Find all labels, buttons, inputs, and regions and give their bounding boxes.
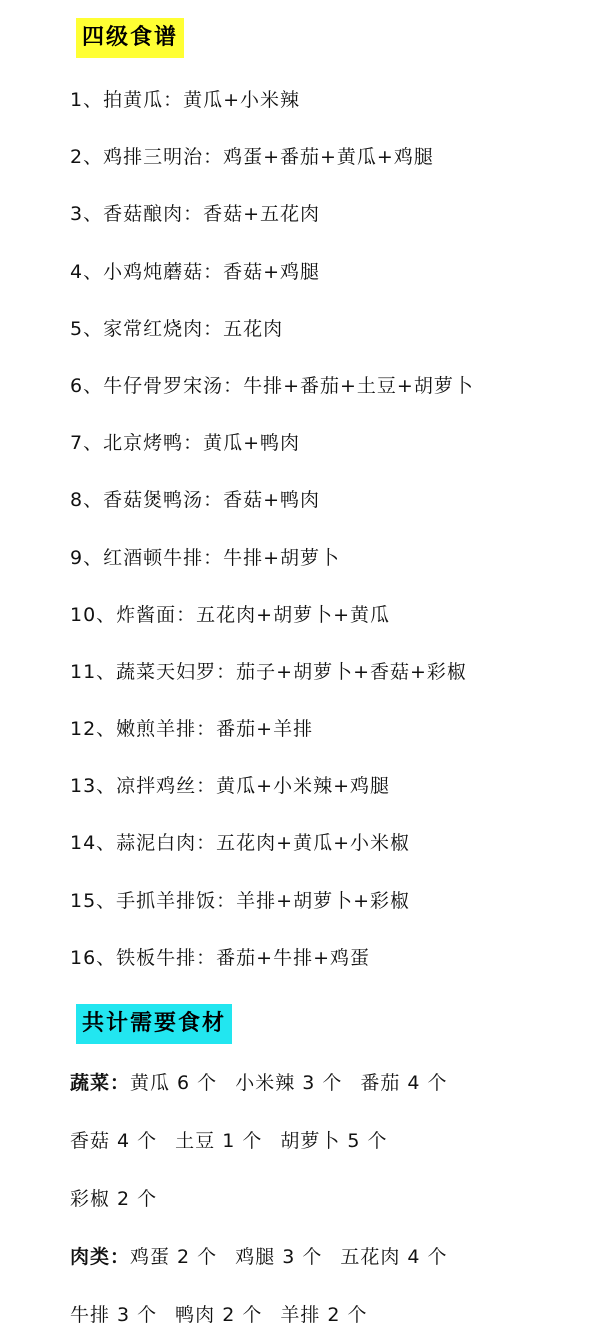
ingredient-item: 土豆 1 个 [175, 1130, 263, 1152]
recipe-item: 15、手抓羊排饭：羊排+胡萝卜+彩椒 [70, 889, 411, 912]
ingredient-item: 胡萝卜 5 个 [280, 1130, 388, 1152]
recipe-item: 9、红酒顿牛排：牛排+胡萝卜 [70, 546, 341, 569]
recipes-heading: 四级食谱 [76, 18, 184, 58]
recipe-item: 4、小鸡炖蘑菇：香菇+鸡腿 [70, 260, 321, 283]
vegetables-line [70, 1068, 448, 1098]
recipe-item: 2、鸡排三明治：鸡蛋+番茄+黄瓜+鸡腿 [70, 146, 434, 169]
recipe-item: 5、家常红烧肉：五花肉 [70, 317, 284, 340]
meats-label: 肉类： [70, 1246, 131, 1268]
ingredient-item: 五花肉 4 个 [340, 1246, 448, 1268]
ingredient-item: 牛排 3 个 [70, 1304, 158, 1326]
recipe-list [70, 74, 474, 989]
recipe-item: 16、铁板牛排：番茄+牛排+鸡蛋 [70, 946, 371, 969]
recipe-item: 10、炸酱面：五花肉+胡萝卜+黄瓜 [70, 603, 391, 626]
ingredient-item: 小米辣 3 个 [235, 1072, 343, 1094]
ingredients-heading: 共计需要食材 [76, 1004, 232, 1044]
vegetables-line [70, 1184, 157, 1214]
ingredient-item: 番茄 4 个 [360, 1072, 448, 1094]
ingredient-item: 鸡腿 3 个 [235, 1246, 323, 1268]
ingredient-item: 鸡蛋 2 个 [130, 1246, 218, 1268]
recipe-item: 6、牛仔骨罗宋汤：牛排+番茄+土豆+胡萝卜 [70, 374, 474, 397]
ingredient-item: 香菇 4 个 [70, 1130, 158, 1152]
meats-line [70, 1300, 368, 1330]
ingredient-item: 彩椒 2 个 [70, 1188, 158, 1210]
vegetables-label: 蔬菜： [70, 1072, 131, 1094]
recipe-item: 3、香菇酿肉：香菇+五花肉 [70, 203, 321, 226]
recipe-item: 1、拍黄瓜：黄瓜+小米辣 [70, 89, 301, 111]
ingredient-item: 黄瓜 6 个 [130, 1072, 218, 1094]
vegetables-line [70, 1126, 388, 1156]
meats-line [70, 1242, 448, 1272]
recipe-item: 12、嫩煎羊排：番茄+羊排 [70, 718, 314, 741]
recipe-item: 7、北京烤鸭：黄瓜+鸭肉 [70, 432, 301, 455]
ingredient-item: 鸭肉 2 个 [175, 1304, 263, 1326]
recipe-item: 11、蔬菜天妇罗：茄子+胡萝卜+香菇+彩椒 [70, 660, 467, 683]
recipe-item: 14、蒜泥白肉：五花肉+黄瓜+小米椒 [70, 832, 411, 855]
recipe-item: 8、香菇煲鸭汤：香菇+鸭肉 [70, 489, 321, 512]
ingredient-item: 羊排 2 个 [280, 1304, 368, 1326]
recipe-item: 13、凉拌鸡丝：黄瓜+小米辣+鸡腿 [70, 775, 391, 798]
